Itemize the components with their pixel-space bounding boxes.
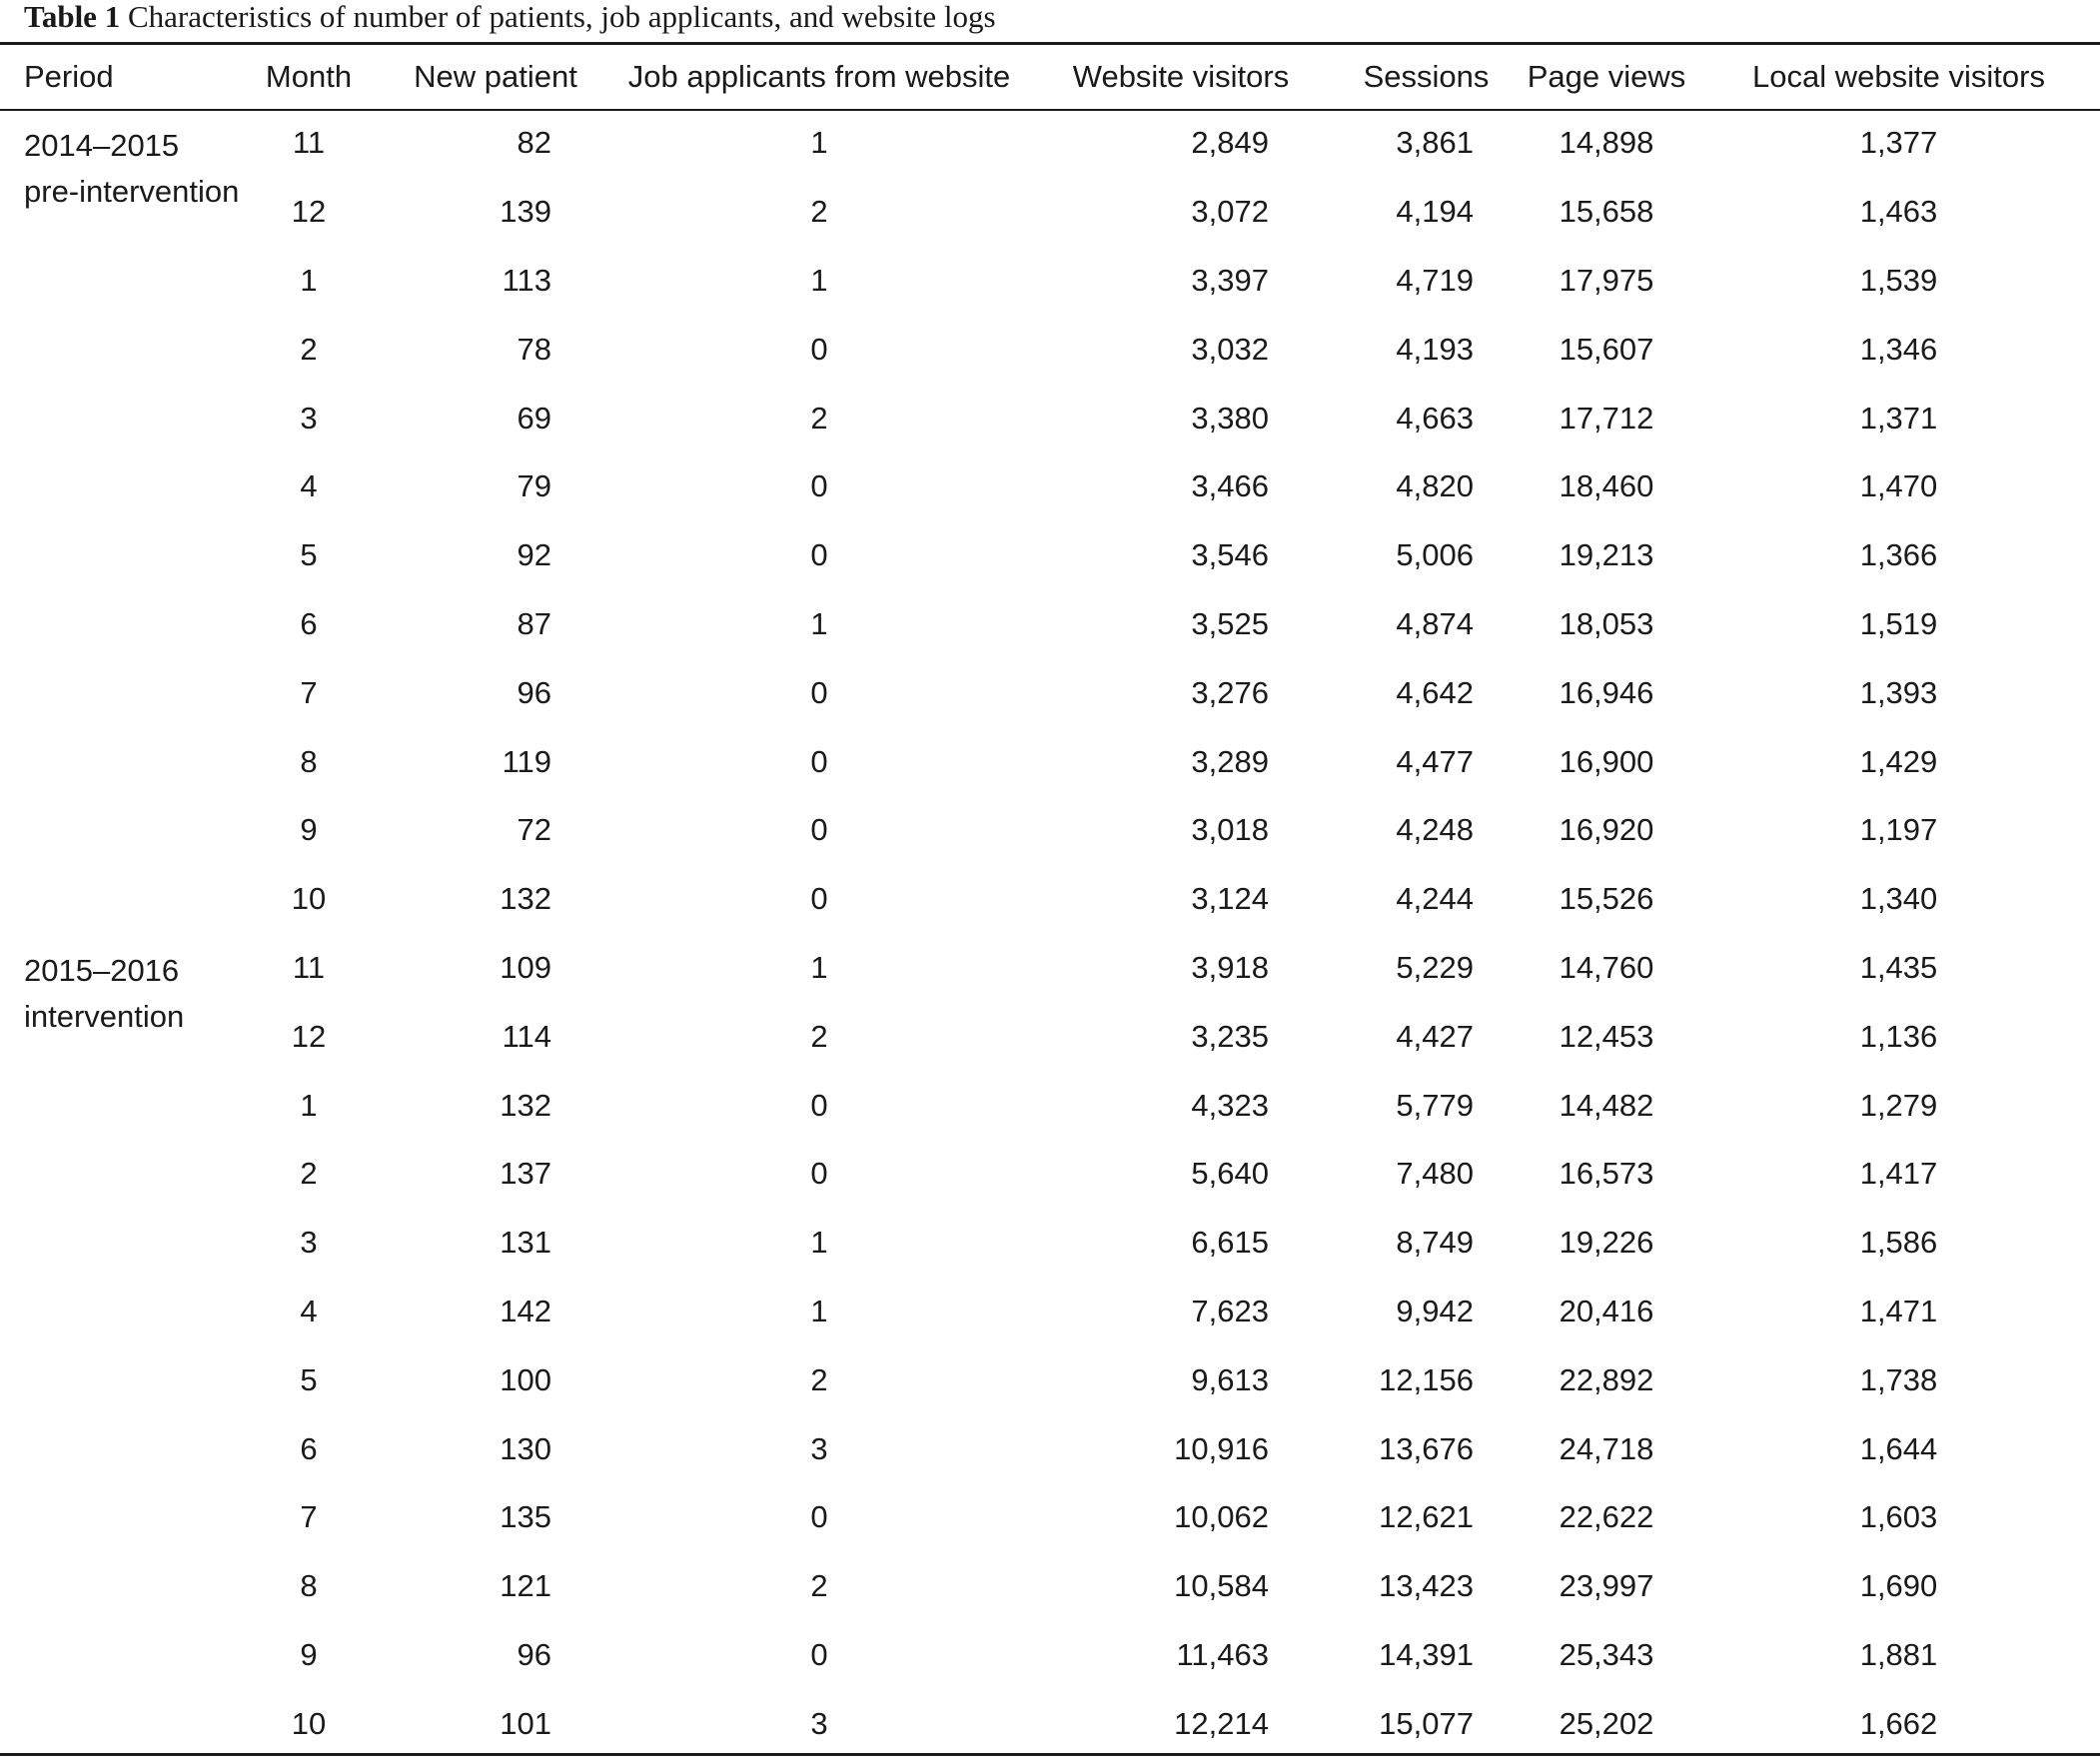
cell-website-visitors: 9,613 [1191, 1361, 1269, 1397]
table-row [0, 109, 2100, 178]
cell-website-visitors: 3,018 [1191, 812, 1269, 848]
table-body [0, 109, 2100, 1758]
cell-page-views: 19,213 [1559, 537, 1654, 573]
cell-month: 8 [300, 743, 318, 779]
cell-month: 1 [300, 262, 318, 298]
cell-job-applicants: 0 [810, 743, 828, 779]
cell-page-views: 18,460 [1559, 468, 1654, 504]
table-row [0, 521, 2100, 590]
cell-local-website-visitors: 1,539 [1859, 262, 1938, 298]
cell-job-applicants: 0 [810, 881, 828, 917]
cell-month: 6 [300, 605, 318, 641]
cell-new-patient: 131 [500, 1225, 551, 1261]
cell-month: 7 [300, 674, 318, 710]
cell-local-website-visitors: 1,393 [1859, 674, 1938, 710]
column-header-local-website-visitors: Local website visitors [1752, 59, 2045, 94]
cell-local-website-visitors: 1,463 [1859, 194, 1938, 230]
cell-new-patient: 132 [500, 1087, 551, 1123]
cell-month: 12 [291, 1018, 327, 1054]
cell-new-patient: 113 [502, 262, 551, 298]
cell-local-website-visitors: 1,136 [1859, 1018, 1938, 1054]
cell-job-applicants: 0 [810, 674, 828, 710]
cell-website-visitors: 3,124 [1191, 881, 1269, 917]
cell-month: 10 [291, 881, 327, 917]
cell-new-patient: 121 [500, 1568, 551, 1604]
cell-local-website-visitors: 1,470 [1859, 468, 1938, 504]
cell-job-applicants: 2 [810, 1018, 828, 1054]
cell-sessions: 3,861 [1396, 125, 1474, 161]
table-row [0, 1209, 2100, 1278]
cell-page-views: 14,482 [1559, 1087, 1654, 1123]
cell-sessions: 5,229 [1396, 949, 1474, 985]
cell-page-views: 18,053 [1559, 605, 1654, 641]
cell-sessions: 9,942 [1396, 1293, 1474, 1328]
cell-sessions: 8,749 [1396, 1225, 1474, 1261]
cell-job-applicants: 2 [810, 1361, 828, 1397]
cell-page-views: 12,453 [1559, 1018, 1654, 1054]
cell-sessions: 7,480 [1396, 1156, 1474, 1192]
cell-local-website-visitors: 1,366 [1859, 537, 1938, 573]
cell-month: 2 [300, 331, 318, 367]
cell-job-applicants: 1 [810, 1293, 828, 1328]
column-header-website-visitors: Website visitors [1072, 59, 1290, 94]
table-row [0, 315, 2100, 384]
cell-month: 12 [291, 194, 327, 230]
cell-month: 4 [300, 1293, 318, 1328]
cell-new-patient: 78 [517, 331, 551, 367]
table-row [0, 1002, 2100, 1071]
column-header-job-applicants: Job applicants from website [627, 59, 1011, 94]
cell-website-visitors: 3,235 [1191, 1018, 1269, 1054]
cell-month: 5 [300, 537, 318, 573]
cell-sessions: 4,244 [1396, 881, 1474, 917]
cell-new-patient: 137 [500, 1156, 551, 1192]
cell-month: 1 [300, 1087, 318, 1123]
table-header-row [0, 45, 2100, 109]
cell-month: 8 [300, 1568, 318, 1604]
cell-local-website-visitors: 1,603 [1859, 1499, 1938, 1535]
table-row [0, 796, 2100, 865]
cell-month: 2 [300, 1156, 318, 1192]
cell-month: 10 [291, 1705, 327, 1741]
table-caption-text: Characteristics of number of patients, job applicants, and website logs [127, 0, 996, 34]
cell-local-website-visitors: 1,279 [1859, 1087, 1938, 1123]
cell-sessions: 5,006 [1396, 537, 1474, 573]
cell-sessions: 4,248 [1396, 812, 1474, 848]
cell-sessions: 4,193 [1396, 331, 1474, 367]
data-table [0, 45, 2100, 1758]
cell-new-patient: 130 [500, 1430, 551, 1466]
cell-website-visitors: 10,584 [1174, 1568, 1269, 1604]
cell-page-views: 17,975 [1559, 262, 1654, 298]
cell-website-visitors: 12,214 [1174, 1705, 1269, 1741]
table-row [0, 178, 2100, 247]
cell-sessions: 4,820 [1396, 468, 1474, 504]
cell-local-website-visitors: 1,690 [1859, 1568, 1938, 1604]
cell-website-visitors: 3,072 [1191, 194, 1269, 230]
table-row [0, 452, 2100, 521]
cell-website-visitors: 10,916 [1174, 1430, 1269, 1466]
cell-website-visitors: 11,463 [1176, 1636, 1269, 1672]
cell-local-website-visitors: 1,429 [1859, 743, 1938, 779]
cell-page-views: 15,607 [1559, 331, 1654, 367]
cell-local-website-visitors: 1,881 [1859, 1636, 1938, 1672]
cell-page-views: 16,920 [1559, 812, 1654, 848]
cell-new-patient: 139 [500, 194, 551, 230]
cell-sessions: 12,156 [1379, 1361, 1474, 1397]
cell-month: 3 [300, 400, 318, 436]
cell-new-patient: 96 [517, 674, 551, 710]
cell-sessions: 4,663 [1396, 400, 1474, 436]
cell-website-visitors: 3,466 [1191, 468, 1269, 504]
cell-new-patient: 72 [517, 812, 551, 848]
cell-website-visitors: 3,546 [1191, 537, 1269, 573]
cell-page-views: 23,997 [1559, 1568, 1654, 1604]
cell-website-visitors: 3,380 [1191, 400, 1269, 436]
cell-sessions: 14,391 [1379, 1636, 1474, 1672]
cell-job-applicants: 0 [810, 1156, 828, 1192]
cell-period: 2015–2016 intervention [24, 952, 185, 1034]
cell-local-website-visitors: 1,644 [1859, 1430, 1938, 1466]
cell-sessions: 13,676 [1379, 1430, 1474, 1466]
cell-job-applicants: 2 [810, 194, 828, 230]
cell-local-website-visitors: 1,346 [1859, 331, 1938, 367]
table-row [0, 1552, 2100, 1621]
cell-local-website-visitors: 1,471 [1859, 1293, 1938, 1328]
column-header-sessions: Sessions [1363, 59, 1490, 94]
cell-job-applicants: 3 [810, 1705, 828, 1741]
cell-job-applicants: 0 [810, 1636, 828, 1672]
cell-website-visitors: 4,323 [1191, 1087, 1269, 1123]
cell-month: 11 [292, 949, 326, 985]
cell-job-applicants: 0 [810, 468, 828, 504]
cell-new-patient: 114 [502, 1018, 551, 1054]
cell-local-website-visitors: 1,435 [1859, 949, 1938, 985]
cell-job-applicants: 3 [810, 1430, 828, 1466]
cell-new-patient: 132 [500, 881, 551, 917]
cell-website-visitors: 3,918 [1191, 949, 1269, 985]
column-header-page-views: Page views [1527, 59, 1686, 94]
cell-local-website-visitors: 1,197 [1859, 812, 1938, 848]
cell-sessions: 12,621 [1379, 1499, 1474, 1535]
table-row [0, 1414, 2100, 1483]
cell-new-patient: 109 [500, 949, 551, 985]
cell-website-visitors: 3,032 [1191, 331, 1269, 367]
cell-new-patient: 82 [517, 125, 551, 161]
table-row [0, 1689, 2100, 1758]
cell-month: 7 [300, 1499, 318, 1535]
cell-local-website-visitors: 1,377 [1859, 125, 1938, 161]
cell-page-views: 14,898 [1559, 125, 1654, 161]
cell-local-website-visitors: 1,340 [1859, 881, 1938, 917]
cell-page-views: 14,760 [1559, 949, 1654, 985]
cell-page-views: 24,718 [1559, 1430, 1654, 1466]
cell-job-applicants: 0 [810, 331, 828, 367]
cell-month: 11 [292, 125, 326, 161]
table-row [0, 1621, 2100, 1690]
cell-new-patient: 87 [517, 605, 551, 641]
cell-job-applicants: 2 [810, 1568, 828, 1604]
cell-month: 9 [300, 1636, 318, 1672]
cell-website-visitors: 3,397 [1191, 262, 1269, 298]
cell-local-website-visitors: 1,738 [1859, 1361, 1938, 1397]
cell-sessions: 4,874 [1396, 605, 1474, 641]
cell-new-patient: 69 [517, 400, 551, 436]
cell-local-website-visitors: 1,662 [1859, 1705, 1938, 1741]
cell-page-views: 20,416 [1559, 1293, 1654, 1328]
cell-job-applicants: 1 [810, 605, 828, 641]
cell-month: 4 [300, 468, 318, 504]
cell-local-website-visitors: 1,586 [1859, 1225, 1938, 1261]
cell-website-visitors: 6,615 [1191, 1225, 1269, 1261]
cell-page-views: 22,892 [1559, 1361, 1654, 1397]
cell-new-patient: 92 [517, 537, 551, 573]
cell-sessions: 15,077 [1379, 1705, 1474, 1741]
cell-new-patient: 101 [500, 1705, 551, 1741]
cell-website-visitors: 2,849 [1191, 125, 1269, 161]
table-row [0, 1345, 2100, 1414]
cell-sessions: 5,779 [1396, 1087, 1474, 1123]
cell-job-applicants: 0 [810, 1499, 828, 1535]
cell-page-views: 25,343 [1559, 1636, 1654, 1672]
table-caption-label: Table 1 [24, 0, 121, 34]
cell-page-views: 15,526 [1559, 881, 1654, 917]
column-header-period: Period [24, 59, 114, 94]
table-row [0, 727, 2100, 796]
cell-month: 5 [300, 1361, 318, 1397]
cell-page-views: 17,712 [1559, 400, 1654, 436]
cell-website-visitors: 3,289 [1191, 743, 1269, 779]
column-header-month: Month [265, 59, 353, 94]
cell-month: 6 [300, 1430, 318, 1466]
cell-page-views: 16,900 [1559, 743, 1654, 779]
cell-sessions: 4,719 [1396, 262, 1474, 298]
cell-new-patient: 135 [500, 1499, 551, 1535]
cell-job-applicants: 1 [810, 1225, 828, 1261]
cell-job-applicants: 0 [810, 1087, 828, 1123]
cell-sessions: 4,477 [1396, 743, 1474, 779]
table-row [0, 658, 2100, 727]
cell-website-visitors: 5,640 [1191, 1156, 1269, 1192]
table-row [0, 590, 2100, 659]
cell-website-visitors: 7,623 [1191, 1293, 1269, 1328]
cell-page-views: 25,202 [1559, 1705, 1654, 1741]
cell-job-applicants: 1 [810, 262, 828, 298]
table-row [0, 1071, 2100, 1140]
table-row [0, 1278, 2100, 1346]
cell-job-applicants: 1 [810, 949, 828, 985]
cell-new-patient: 96 [517, 1636, 551, 1672]
cell-page-views: 16,573 [1559, 1156, 1654, 1192]
table-row [0, 865, 2100, 934]
cell-page-views: 19,226 [1559, 1225, 1654, 1261]
table-caption [24, 0, 996, 40]
cell-local-website-visitors: 1,417 [1859, 1156, 1938, 1192]
cell-website-visitors: 3,276 [1191, 674, 1269, 710]
table-row [0, 934, 2100, 1003]
cell-job-applicants: 1 [810, 125, 828, 161]
cell-sessions: 4,427 [1396, 1018, 1474, 1054]
cell-website-visitors: 10,062 [1174, 1499, 1269, 1535]
table-row [0, 1483, 2100, 1552]
cell-page-views: 16,946 [1559, 674, 1654, 710]
cell-job-applicants: 2 [810, 400, 828, 436]
cell-new-patient: 100 [500, 1361, 551, 1397]
cell-new-patient: 79 [517, 468, 551, 504]
cell-website-visitors: 3,525 [1191, 605, 1269, 641]
cell-page-views: 15,658 [1559, 194, 1654, 230]
cell-month: 3 [300, 1225, 318, 1261]
cell-period: 2014–2015 pre-intervention [24, 128, 240, 209]
cell-page-views: 22,622 [1559, 1499, 1654, 1535]
table-row [0, 1140, 2100, 1209]
cell-new-patient: 142 [500, 1293, 551, 1328]
table-row [0, 384, 2100, 452]
cell-sessions: 4,194 [1396, 194, 1474, 230]
cell-local-website-visitors: 1,519 [1859, 605, 1938, 641]
cell-job-applicants: 0 [810, 812, 828, 848]
table-row [0, 247, 2100, 316]
cell-new-patient: 119 [502, 743, 551, 779]
column-header-new-patient: New patient [414, 59, 577, 94]
cell-sessions: 13,423 [1379, 1568, 1474, 1604]
cell-sessions: 4,642 [1396, 674, 1474, 710]
cell-local-website-visitors: 1,371 [1859, 400, 1938, 436]
cell-job-applicants: 0 [810, 537, 828, 573]
cell-month: 9 [300, 812, 318, 848]
